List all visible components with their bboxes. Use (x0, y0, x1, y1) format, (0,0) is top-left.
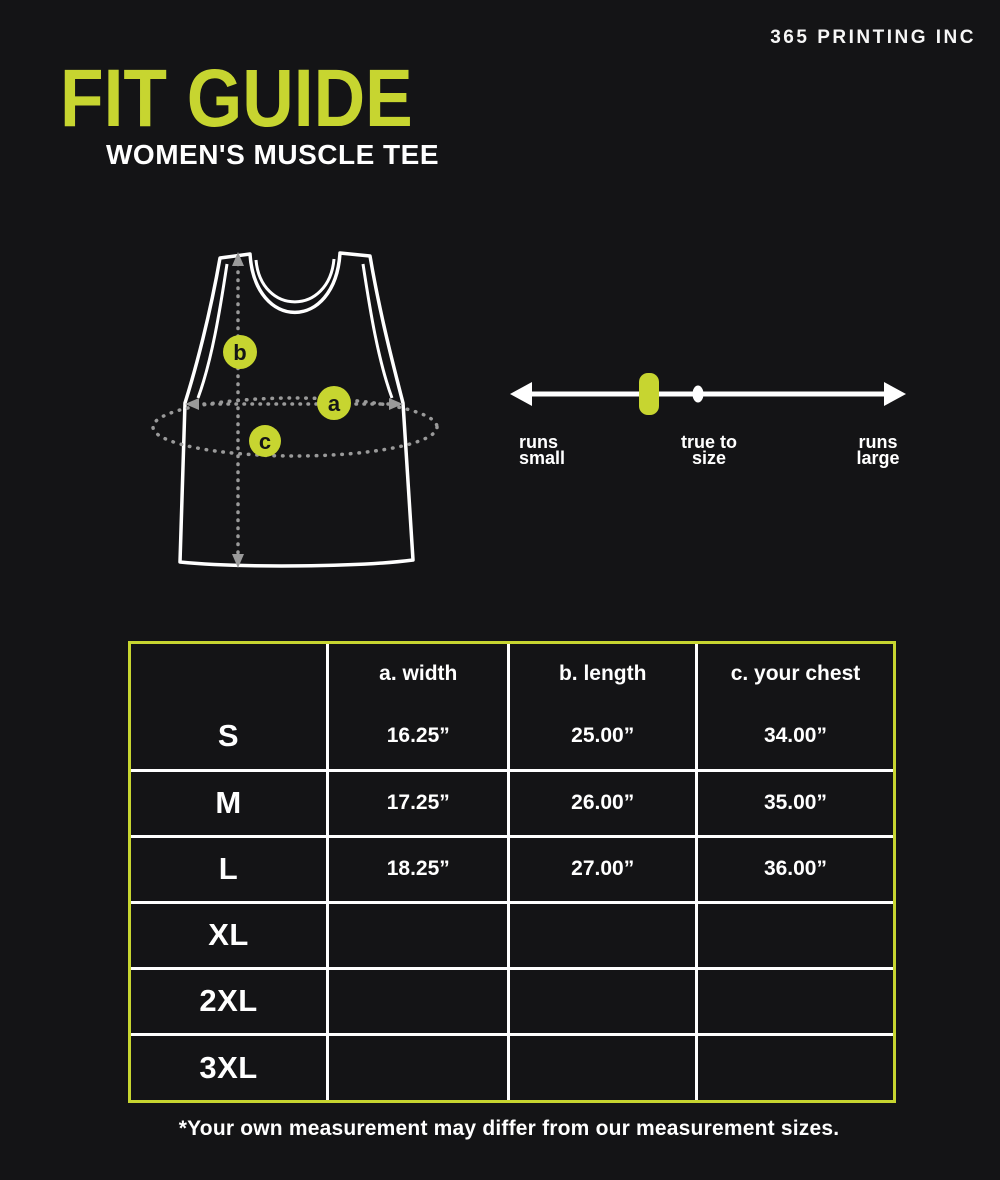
width-value (328, 902, 509, 968)
fit-scale (498, 358, 918, 430)
header-size (131, 644, 328, 704)
page-subtitle: WOMEN'S MUSCLE TEE (106, 139, 439, 170)
measurement-disclaimer: *Your own measurement may differ from our measurement sizes. (178, 1117, 840, 1140)
table-row-3xl (131, 1034, 893, 1100)
fit-scale-label-true-to-size (650, 434, 768, 466)
size-label: S (131, 704, 328, 770)
runs-small-line1: runs (519, 432, 559, 452)
tee-outline (180, 253, 413, 566)
marker-c-letter: c (258, 429, 272, 454)
chest-value: 34.00” (696, 704, 893, 770)
size-label: 2XL (131, 968, 328, 1034)
tee-neck-inner-line (256, 259, 334, 302)
marker-a-letter: a (327, 391, 341, 416)
fit-scale-arrow-right (884, 382, 906, 406)
chest-value (696, 1034, 893, 1100)
length-value: 25.00” (509, 704, 696, 770)
tee-armhole-left-line (198, 264, 227, 398)
true-to-size-line1: true to (681, 432, 737, 452)
table-row-m (131, 770, 893, 836)
size-label: XL (131, 902, 328, 968)
runs-large-line1: runs (858, 432, 898, 452)
tee-armhole-right-line (363, 264, 392, 398)
marker-b-letter: b (233, 340, 247, 365)
fit-scale-label-runs-small (519, 434, 565, 466)
table-row-l (131, 836, 893, 902)
width-value: 16.25” (328, 704, 509, 770)
size-table-header-row (131, 644, 893, 704)
length-value (509, 968, 696, 1034)
fit-scale-label-runs-large (830, 434, 926, 466)
size-table (131, 644, 893, 1100)
fit-scale-arrow-left (510, 382, 532, 406)
chest-value: 36.00” (696, 836, 893, 902)
header-width: a. width (328, 644, 509, 704)
length-value: 27.00” (509, 836, 696, 902)
size-label: M (131, 770, 328, 836)
width-value (328, 1034, 509, 1100)
chest-value (696, 902, 893, 968)
size-label: 3XL (131, 1034, 328, 1100)
table-row-s (131, 704, 893, 770)
width-value: 18.25” (328, 836, 509, 902)
header-chest: c. your chest (696, 644, 893, 704)
chest-value: 35.00” (696, 770, 893, 836)
width-value (328, 968, 509, 1034)
length-value (509, 902, 696, 968)
page-title: FIT GUIDE (60, 53, 413, 144)
size-table-container (128, 641, 896, 1103)
header-length: b. length (509, 644, 696, 704)
chest-value (696, 968, 893, 1034)
table-row-xl (131, 902, 893, 968)
true-to-size-line2: size (691, 448, 727, 468)
muscle-tee-diagram (140, 240, 460, 580)
fit-scale-indicator (639, 373, 659, 415)
length-value (509, 1034, 696, 1100)
fit-scale-center-dot (693, 386, 704, 403)
length-value: 26.00” (509, 770, 696, 836)
table-row-2xl (131, 968, 893, 1034)
size-label: L (131, 836, 328, 902)
brand-name: 365 PRINTING INC (770, 27, 976, 48)
runs-large-line2: large (856, 448, 900, 468)
runs-small-line2: small (519, 448, 566, 468)
width-value: 17.25” (328, 770, 509, 836)
